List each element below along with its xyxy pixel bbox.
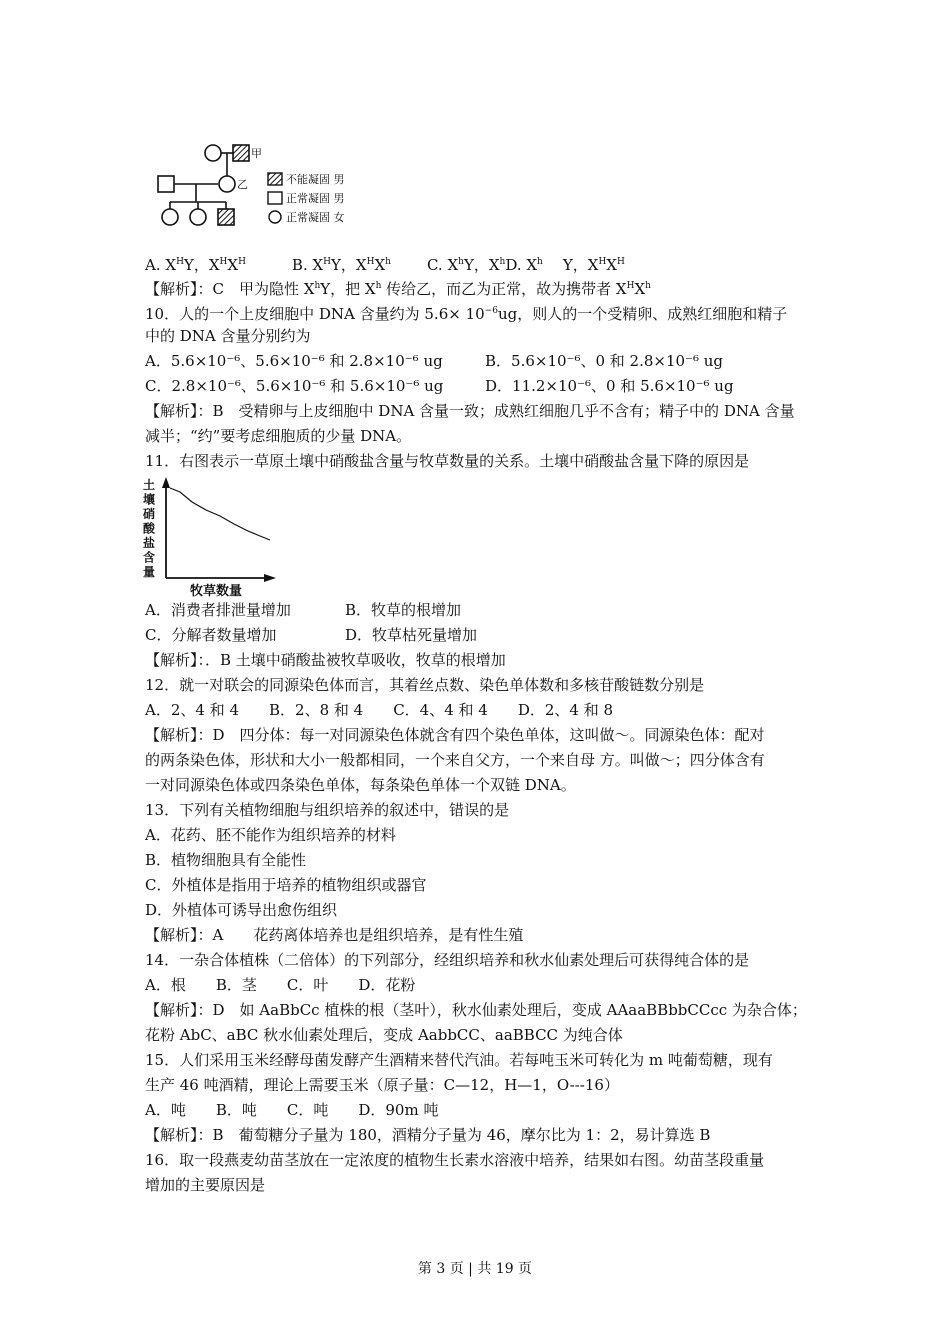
q12-options: A．2、4 和 4 B．2、8 和 4 C．4、4 和 4 D．2、4 和 8 bbox=[145, 701, 614, 719]
q9-analysis: 【解析】：C 甲为隐性 $X^hY$，把 $X^h$ 传给乙，而乙为正常，故为携带者 $X^HX^h$ bbox=[145, 280, 651, 298]
q11-stem: 11．右图表示一草原土壤中硝酸盐含量与牧草数量的关系。土壤中硝酸盐含量下降的原因是 bbox=[145, 452, 750, 470]
q15-analysis: 【解析】：B 葡萄糖分子量为 180，酒精分子量为 46，摩尔比为 1：2，易计算选 B bbox=[145, 1126, 711, 1144]
pedigree-label-yi: 乙 bbox=[237, 178, 248, 191]
q10-options-row2: C．2.8×10⁻⁶、5.6×10⁻⁶ 和 5.6×10⁻⁶ ug D．11.2×10⁻⁶、0 和 5.6×10⁻⁶ ug bbox=[145, 377, 734, 395]
q14-stem: 14．一杂合体植株（二倍体）的下列部分，经组织培养和秋水仙素处理后可获得纯合体的是 bbox=[145, 951, 750, 969]
pedigree-female-i1 bbox=[205, 145, 221, 161]
q10-options-row1: A．5.6×10⁻⁶、5.6×10⁻⁶ 和 2.8×10⁻⁶ ug B．5.6×10⁻⁶、0 和 2.8×10⁻⁶ ug bbox=[145, 352, 724, 370]
q16-stem-line2: 增加的主要原因是 bbox=[145, 1176, 266, 1194]
pedigree-female-iii1 bbox=[162, 209, 178, 225]
q9-options: A. $X^HY$，$X^HX^H$ B. $X^HY$，$X^HX^h$ C. $X^hY$，$X^hD$. $X^h$ Y，$X^HX^H$ bbox=[145, 256, 625, 274]
q13-option-b: B．植物细胞具有全能性 bbox=[145, 851, 307, 869]
pedigree-figure bbox=[150, 140, 390, 240]
q11-y-axis-label: 土壤硝酸盐含量 bbox=[143, 478, 156, 579]
q14-options: A．根 B．茎 C．叶 D．花粉 bbox=[145, 976, 416, 994]
q13-analysis: 【解析】：A 花药离体培养也是组织培养，是有性生殖 bbox=[145, 926, 524, 944]
q12-analysis-line3: 一对同源染色体或四条染色单体，每条染色单体一个双链 DNA。 bbox=[145, 776, 576, 794]
q14-analysis-line2: 花粉 AbC、aBC 秋水仙素处理后，变成 AabbCC、aaBBCC 为纯合体 bbox=[145, 1026, 623, 1044]
q16-stem-line1: 16．取一段燕麦幼苗茎放在一定浓度的植物生长素水溶液中培养，结果如右图。幼苗茎段重量 bbox=[145, 1151, 765, 1169]
page-footer: 第 3 页 | 共 19 页 bbox=[417, 1261, 533, 1277]
legend-normal-female-symbol bbox=[269, 211, 281, 223]
pedigree-female-yi bbox=[219, 176, 235, 192]
q11-options-row2: C．分解者数量增加 D．牧草枯死量增加 bbox=[145, 626, 478, 644]
q11-options-row1: A．消费者排泄量增加 B．牧草的根增加 bbox=[145, 601, 462, 619]
q13-option-a: A．花药、胚不能作为组织培养的材料 bbox=[145, 826, 396, 844]
legend-affected-male: 不能凝固 男 bbox=[286, 173, 345, 186]
q10-analysis-line1: 【解析】：B 受精卵与上皮细胞中 DNA 含量一致；成熟红细胞几乎不含有；精子中的 DNA 含量 bbox=[145, 402, 795, 420]
legend-normal-male: 正常凝固 男 bbox=[286, 192, 345, 205]
legend-affected-male-symbol bbox=[268, 173, 282, 185]
pedigree-affected-male-iii3 bbox=[218, 209, 234, 225]
pedigree-label-jia: 甲 bbox=[251, 147, 262, 160]
pedigree-normal-male-ii1 bbox=[158, 176, 174, 192]
q12-stem: 12．就一对联会的同源染色体而言，其着丝点数、染色单体数和多核苷酸链数分别是 bbox=[145, 676, 705, 694]
q13-stem: 13．下列有关植物细胞与组织培养的叙述中，错误的是 bbox=[145, 801, 510, 819]
q10-stem-line1: 10．人的一个上皮细胞中 DNA 含量约为 $5.6\times 10^{-6}ug$，则人的一个受精卵、成熟红细胞和精子 bbox=[145, 305, 788, 323]
q12-analysis-line2: 的两条染色体，形状和大小一般都相同，一个来自父方，一个来自母 方。叫做～；四分体含有 bbox=[145, 751, 765, 769]
q13-option-c: C．外植体是指用于培养的植物组织或器官 bbox=[145, 876, 427, 894]
pedigree-female-iii2 bbox=[190, 209, 206, 225]
q12-analysis-line1: 【解析】：D 四分体：每一对同源染色体就含有四个染色单体，这叫做～。同源染色体：配对 bbox=[145, 726, 765, 744]
pedigree-affected-male-jia bbox=[233, 145, 249, 161]
q13-option-d: D．外植体可诱导出愈伤组织 bbox=[145, 901, 338, 919]
legend-normal-female: 正常凝固 女 bbox=[286, 211, 345, 224]
q11-curve bbox=[170, 488, 270, 540]
q10-analysis-line2: 减半；“约”要考虑细胞质的少量 DNA。 bbox=[145, 427, 412, 445]
q15-options: A．吨 B．吨 C．吨 D．90m 吨 bbox=[145, 1101, 439, 1119]
q11-graph bbox=[140, 474, 290, 598]
q15-stem-line1: 15．人们采用玉米经酵母菌发酵产生酒精来替代汽油。若每吨玉米可转化为 m 吨葡萄糖，现有 bbox=[145, 1051, 773, 1069]
q14-analysis-line1: 【解析】：D 如 AaBbCc 植株的根（茎叶），秋水仙素处理后，变成 AAaaBBbbCCcc 为杂合体； bbox=[145, 1001, 807, 1019]
q10-stem-line2: 中的 DNA 含量分别约为 bbox=[145, 327, 311, 345]
q11-analysis: 【解析】：．B 土壤中硝酸盐被牧草吸收，牧草的根增加 bbox=[145, 651, 506, 669]
q15-stem-line2: 生产 46 吨酒精，理论上需要玉米（原子量：C—12，H—1，O---16） bbox=[145, 1076, 619, 1094]
legend-normal-male-symbol bbox=[268, 192, 282, 204]
q11-x-axis-label: 牧草数量 bbox=[190, 584, 243, 598]
